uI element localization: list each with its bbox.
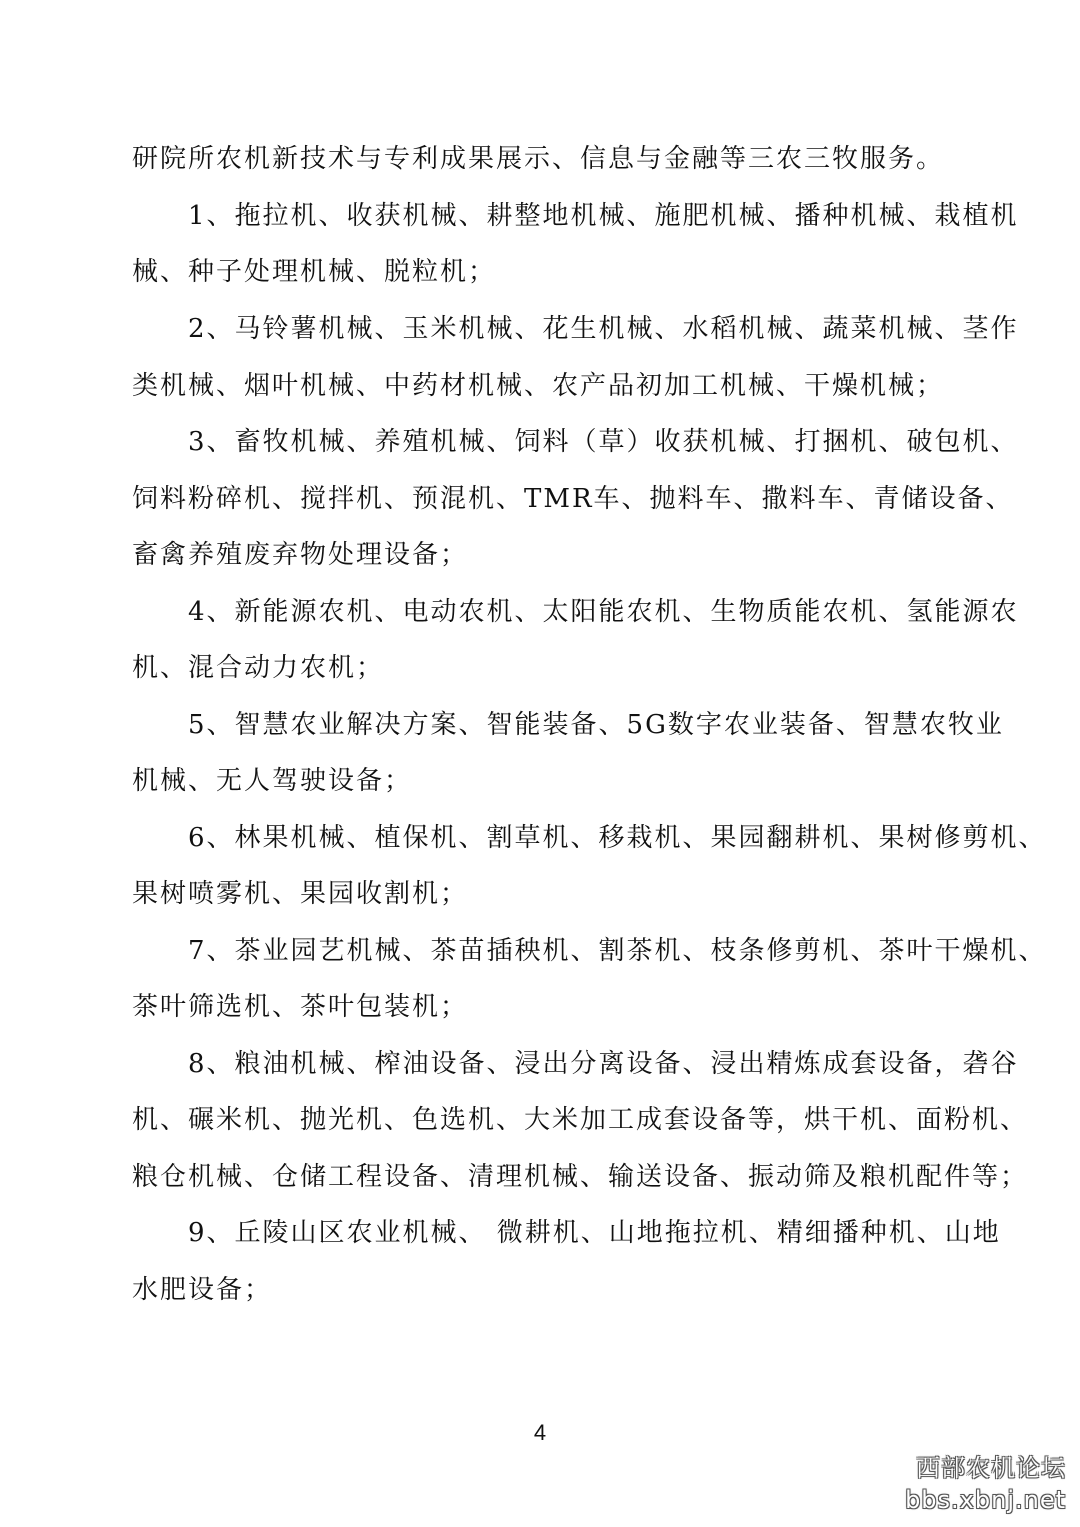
list-item-4-line-1: 4、新能源农机、电动农机、太阳能农机、生物质能农机、氢能源农 <box>188 597 1019 627</box>
list-item-1-line-2: 械、种子处理机械、脱粒机； <box>132 257 497 287</box>
list-item-8-line-3: 粮仓机械、仓储工程设备、清理机械、输送设备、振动筛及粮机配件等； <box>132 1162 1029 1192</box>
list-item-6-line-1: 6、林果机械、植保机、割草机、移栽机、果园翻耕机、果树修剪机、 <box>188 823 1047 853</box>
list-item-5-line-1: 5、智慧农业解决方案、智能装备、5G数字农业装备、智慧农牧业 <box>188 710 1004 740</box>
list-item-3-line-2: 饲料粉碎机、搅拌机、预混机、TMR车、抛料车、撒料车、青储设备、 <box>132 484 1014 514</box>
watermark-site-name: 西部农机论坛 <box>916 1454 1066 1482</box>
list-item-7-line-2: 茶叶筛选机、茶叶包装机； <box>132 992 469 1022</box>
list-item-3-line-1: 3、畜牧机械、养殖机械、饲料（草）收获机械、打捆机、破包机、 <box>188 427 1019 457</box>
page-number: 4 <box>533 1420 547 1445</box>
list-item-7-line-1: 7、茶业园艺机械、茶苗插秧机、割茶机、枝条修剪机、茶叶干燥机、 <box>188 936 1047 966</box>
list-item-1-line-1: 1、拖拉机、收获机械、耕整地机械、施肥机械、播种机械、栽植机 <box>188 201 1019 231</box>
list-item-9-line-2: 水肥设备； <box>132 1275 273 1305</box>
watermark-url: bbs.xbnj.net <box>905 1486 1066 1514</box>
list-item-6-line-2: 果树喷雾机、果园收割机； <box>132 879 469 909</box>
list-item-8-line-2: 机、碾米机、抛光机、色选机、大米加工成套设备等，烘干机、面粉机、 <box>132 1105 1029 1135</box>
list-item-8-line-1: 8、粮油机械、榨油设备、浸出分离设备、浸出精炼成套设备，砻谷 <box>188 1049 1019 1079</box>
list-item-5-line-2: 机械、无人驾驶设备； <box>132 766 413 796</box>
list-item-9-line-1: 9、丘陵山区农业机械、 微耕机、山地拖拉机、精细播种机、山地 <box>188 1218 1001 1248</box>
list-item-2-line-1: 2、马铃薯机械、玉米机械、花生机械、水稻机械、蔬菜机械、茎作 <box>188 314 1019 344</box>
list-item-2-line-2: 类机械、烟叶机械、中药材机械、农产品初加工机械、干燥机械； <box>132 371 945 401</box>
list-item-4-line-2: 机、混合动力农机； <box>132 653 385 683</box>
list-item-3-line-3: 畜禽养殖废弃物处理设备； <box>132 540 469 570</box>
text-line: 研院所农机新技术与专利成果展示、信息与金融等三农三牧服务。 <box>132 144 945 174</box>
